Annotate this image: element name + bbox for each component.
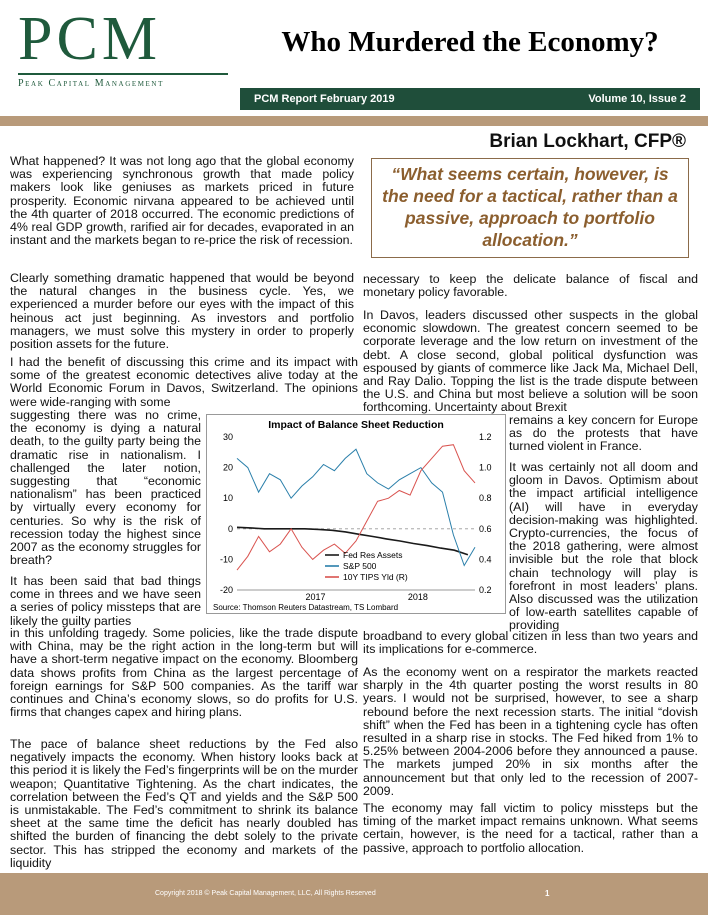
logo-rule [18, 73, 228, 75]
legend-label: S&P 500 [343, 561, 377, 571]
y-left-tick-label: 30 [222, 432, 233, 442]
paragraph-4b: in this unfolding tragedy. Some policies, like the trade dispute with China, may be the right action in the long-term but will have a short-term negative impact on the economy. Bloomberg data shows profits from China as the largest percentage of foreign earnings for S&P 500 companies. As the tariff war continues and China’s economy slows, so do profits for U.S. firms that changes capex and hiring plans. [10, 626, 358, 720]
legend-label: 10Y TIPS Yld (R) [343, 572, 408, 582]
pull-quote: “What seems certain, however, is the need for a tactical, rather than a passive, approach to portfolio allocation.” [371, 158, 689, 258]
paragraph-5: The pace of balance sheet reductions by the Fed also negatively impacts the economy. When history looks back at this period it is likely the Fed’s fingerprints will be on the murder weapon; Quantitative Tightening. As the chart indicates, the correlation between the Fed’s QT and yields and the S&P 500 is unmistakable. The Fed’s commitment to shrink its balance sheet at the same time the deficit has nearly doubled has shifted the burden of financing the debt solely to the private sector. This has stripped the economy and markets of the liquidity [10, 737, 358, 870]
y-right-tick-label: 1.2 [479, 432, 492, 442]
paragraph-10: The economy may fall victim to policy missteps but the timing of the market impact remains unknown. What seems certain, however, is the need for a tactical, rather than a passive, approach to portfolio allocation. [363, 801, 698, 855]
balance-sheet-chart [206, 414, 506, 614]
chart-source: Source: Thomson Reuters Datastream, TS Lombard [213, 603, 399, 612]
footer-copyright: Copyright 2018 © Peak Capital Management, LLC, All Rights Reserved [155, 890, 376, 897]
paragraph-6: necessary to keep the delicate balance of fiscal and monetary policy favorable. [363, 272, 698, 300]
header-divider [0, 116, 708, 126]
y-right-tick-label: 0.4 [479, 554, 492, 565]
y-left-tick-label: 0 [227, 523, 233, 534]
page-number: 1 [545, 889, 550, 898]
report-label: PCM Report February 2019 [254, 93, 395, 105]
y-left-tick-label: 20 [222, 462, 233, 473]
y-left-tick-label: -20 [219, 585, 233, 595]
paragraph-1: What happened? It was not long ago that the global economy was experiencing synchronous growth that made policy makers look like geniuses as markets priced in future prosperity. Economic nirvana appeared to be achieved until the 4th quarter of 2018 occurred. The economic predictions of 4% real GDP growth, rarified air for decades, evaporated in an instant and the markets began to re-price the risk of recession. [10, 154, 354, 248]
paragraph-3a: I had the benefit of discussing this crime and its impact with some of the greatest economic detectives alive today at the World Economic Forum in Davos, Switzerland. The opinions were wide-ranging with some [10, 355, 358, 409]
paragraph-9: As the economy went on a respirator the markets reacted sharply in the 4th quarter posting the worst results in 80 years. I would not be surprised, however, to see a sharp rebound before the next recession starts. The initial “dovish shift” when the Fed has been in a tightening cycle has often resulted in a sharp rise in stocks. The Fed hiked from 1% to 5.25% between 2004-2006 before they announced a pause. The markets jumped 20% in six months after the announcement but that only led to the recession of 2007-2009. [363, 665, 698, 798]
y-right-tick-label: 0.6 [479, 523, 492, 534]
y-left-tick-label: -10 [219, 554, 233, 565]
y-left-tick-label: 10 [222, 493, 233, 504]
page-title: Who Murdered the Economy? [281, 26, 659, 58]
paragraph-4a: It has been said that bad things come in threes and we have seen a series of policy missteps that are likely the guilty parties [10, 574, 201, 628]
x-tick-label: 2017 [305, 592, 326, 602]
pcm-logo [18, 5, 228, 89]
paragraph-8b: broadband to every global citizen in less than two years and its implications for e-commerce. [363, 629, 698, 657]
chart-title: Impact of Balance Sheet Reduction [268, 419, 444, 431]
paragraph-3b: suggesting there was no crime, the economy is dying a natural death, to the guilty party being the dramatic rise in nationalism. I challenged the later notion, suggesting that “economic nationalism” has been practiced by virtually every economy for centuries. So why is the risk of recession today the highest since 2007 as the economy struggles for breath? [10, 408, 201, 568]
paragraph-2: Clearly something dramatic happened that would be beyond the natural changes in the business cycle. Yes, we experienced a murder before our eyes with the impact of this heinous act just beginning. As investors and portfolio managers, we must solve this mystery in order to properly position assets for the future. [10, 271, 354, 352]
report-banner [240, 88, 700, 110]
logo-text: PCM [18, 5, 161, 73]
y-right-tick-label: 0.2 [479, 585, 492, 595]
y-right-tick-label: 0.8 [479, 493, 492, 504]
chart-svg [207, 415, 505, 613]
y-right-tick-label: 1.0 [479, 462, 492, 473]
logo-subtitle: Peak Capital Management [18, 78, 164, 89]
author-byline: Brian Lockhart, CFP® [489, 131, 686, 152]
paragraph-8a: It was certainly not all doom and gloom in Davos. Optimism about the impact artificial intelligence (AI) will have in everyday decision-making was highlighted. Crypto-currencies, the focus of the 2018 gathering, were almost invisible but the role that block chain technology will play is forefront in most leaders’ plans. Also discussed was the utilization of low-earth satellites capable of providing [509, 460, 698, 633]
paragraph-7a: In Davos, leaders discussed other suspects in the global economic slowdown. The greatest concern seemed to be corporate leverage and the low return on investment of the debt. A close second, global political dysfunction was espoused by giants of commerce like Jack Ma, Michael Dell, and Ray Dalio. Topping the list is the trade dispute between the U.S. and China but most believe a solution will be soon forthcoming. Uncertainty about Brexit [363, 308, 698, 415]
paragraph-7b: remains a key concern for Europe as do the protests that have turned violent in France. [509, 413, 698, 454]
x-tick-label: 2018 [407, 592, 428, 602]
legend-label: Fed Res Assets [343, 550, 403, 560]
volume-label: Volume 10, Issue 2 [588, 93, 686, 105]
